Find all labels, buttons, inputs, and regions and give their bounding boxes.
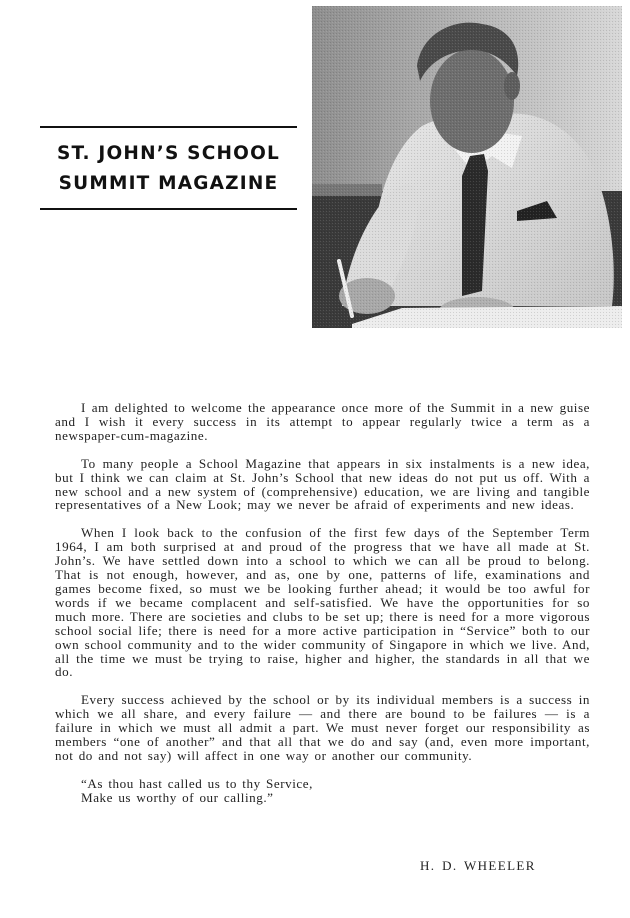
masthead: [40, 126, 297, 210]
closing-quote-line-2: Make us worthy of our calling.”: [81, 789, 274, 805]
signature: H. D. WHEELER: [420, 858, 536, 873]
letter-paragraph-1: I am delighted to welcome the appearance once more of the Summit in a new guise and I wish it every success in its attempt to appear regularly twice a term as a newspaper-cum-magazine.: [55, 400, 590, 443]
letter-paragraph-2: To many people a School Magazine that appears in six instalments is a new idea, but I think we can claim at St. John’s School that new ideas do not put us off. With a new school and a new system of (comprehensive) education, we are living and tangible representatives of a New Look; may we never be afraid of experiments and new ideas.: [55, 455, 590, 513]
closing-quote: [81, 777, 590, 805]
letter-paragraph-4: Every success achieved by the school or by its individual members is a success in which we all share, and every failure — and there are bound to be failures — is a failure in which we must all admit a part. We must never forget our responsibility as members “one of another” and that all that we do and say (and, even more important, not do and not say) will affect in one way or another our community.: [55, 692, 590, 763]
letter-paragraph-3: When I look back to the confusion of the first few days of the September Term 1964, I am both surprised at and proud of the progress that we have all made at St. John’s. We have settled down into a school to which we can all be proud to belong. That is not enough, however, and as, one by one, patterns of life, examinations and games become fixed, so must we be looking further ahead; it would be too awful for words if we became complacent and self-satisfied. We have the opportunities for so much more. There are societies and clubs to be set up; there is need for a more vigorous school social life; there is need for a more active participation in “Service” both to our own school community and to the wider community of Singapore in which we live. And, all the time we must be trying to raise, higher and higher, the standards in all that we do.: [55, 525, 590, 680]
headmaster-photo: [312, 6, 622, 328]
masthead-title-line-2: SUMMIT MAGAZINE: [58, 173, 279, 194]
masthead-title-line-1: ST. JOHN’S SCHOOL: [57, 143, 280, 164]
masthead-title: [40, 128, 297, 208]
masthead-bottom-rule: [40, 208, 297, 210]
letter-body: [55, 401, 590, 805]
portrait-illustration: [312, 6, 622, 328]
closing-quote-line-1: “As thou hast called us to thy Service,: [81, 775, 313, 791]
